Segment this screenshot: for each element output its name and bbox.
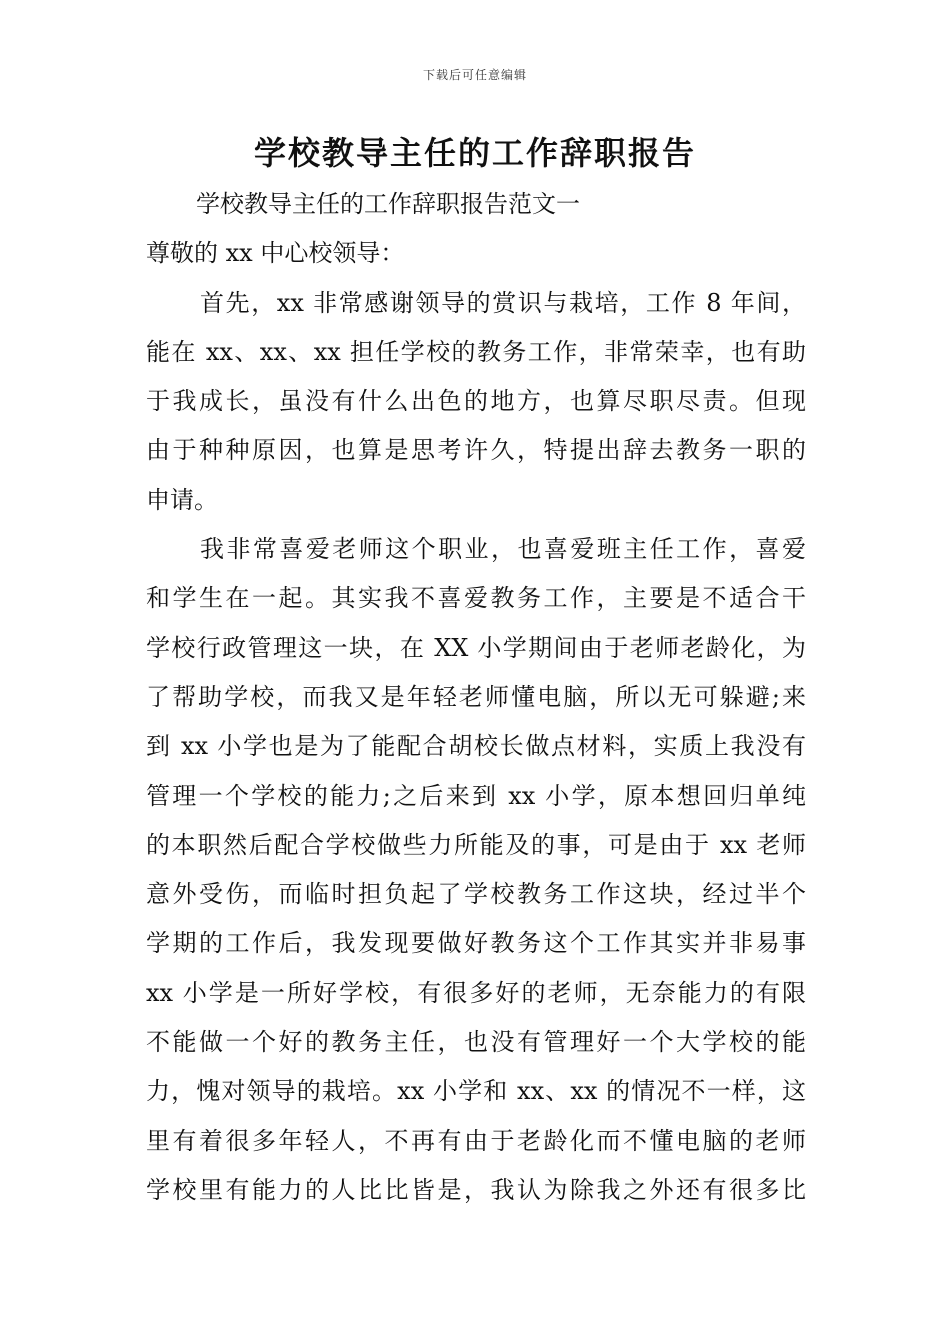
document-body bbox=[146, 180, 806, 1215]
paragraph-line: 于我成长，虽没有什么出色的地方，也算尽职尽责。但现 bbox=[146, 387, 806, 416]
paragraph-line: 申请。 bbox=[146, 485, 218, 514]
paragraph-line: 里有着很多年轻人，不再有由于老龄化而不懂电脑的老师 bbox=[146, 1126, 806, 1155]
paragraph-line: 不能做一个好的教务主任，也没有管理好一个大学校的能 bbox=[146, 1028, 806, 1057]
document-subtitle: 学校教导主任的工作辞职报告范文一 bbox=[196, 190, 580, 218]
paragraph-line: xx 小学是一所好学校，有很多好的老师，无奈能力的有限 bbox=[146, 978, 806, 1007]
paragraph-line: 学校行政管理这一块，在 XX 小学期间由于老师老龄化，为 bbox=[146, 633, 806, 662]
paragraph-line: 学期的工作后，我发现要做好教务这个工作其实并非易事 bbox=[146, 929, 806, 958]
paragraph-line: 力，愧对领导的栽培。xx 小学和 xx、xx 的情况不一样，这 bbox=[146, 1077, 806, 1106]
paragraph-line: 首先，xx 非常感谢领导的赏识与栽培，工作 8 年间， bbox=[200, 288, 806, 317]
paragraph-line: 能在 xx、xx、xx 担任学校的教务工作，非常荣幸，也有助 bbox=[146, 337, 806, 366]
paragraph-line: 学校里有能力的人比比皆是，我认为除我之外还有很多比 bbox=[146, 1175, 806, 1204]
paragraph-line: 意外受伤，而临时担负起了学校教务工作这块，经过半个 bbox=[146, 880, 806, 909]
paragraph-2 bbox=[146, 525, 806, 1215]
header-note: 下载后可任意编辑 bbox=[422, 68, 527, 82]
paragraph-1 bbox=[146, 279, 806, 525]
salutation: 尊敬的 xx 中心校领导： bbox=[146, 239, 405, 268]
paragraph-line: 由于种种原因，也算是思考许久，特提出辞去教务一职的 bbox=[146, 436, 806, 465]
document-title: 学校教导主任的工作辞职报告 bbox=[253, 134, 696, 172]
paragraph-line: 和学生在一起。其实我不喜爱教务工作，主要是不适合干 bbox=[146, 584, 806, 613]
paragraph-line: 了帮助学校，而我又是年轻老师懂电脑，所以无可躲避;来 bbox=[146, 682, 806, 711]
paragraph-line: 我非常喜爱老师这个职业，也喜爱班主任工作，喜爱 bbox=[200, 535, 806, 564]
paragraph-line: 的本职然后配合学校做些力所能及的事，可是由于 xx 老师 bbox=[146, 830, 806, 859]
paragraph-line: 管理一个学校的能力;之后来到 xx 小学，原本想回归单纯 bbox=[146, 781, 806, 810]
paragraph-line: 到 xx 小学也是为了能配合胡校长做点材料，实质上我没有 bbox=[146, 732, 806, 761]
